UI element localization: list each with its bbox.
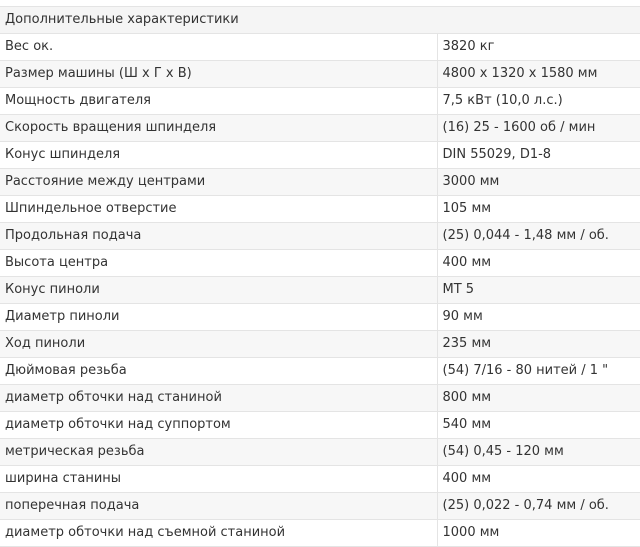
spec-row	[0, 223, 640, 250]
spec-value: (25) 0,044 - 1,48 мм / об.	[437, 223, 640, 250]
spec-row	[0, 304, 640, 331]
spec-row	[0, 331, 640, 358]
spec-row	[0, 439, 640, 466]
spec-row	[0, 520, 640, 547]
spec-value: 7,5 кВт (10,0 л.с.)	[437, 88, 640, 115]
spec-row	[0, 88, 640, 115]
spec-value: 105 мм	[437, 196, 640, 223]
spec-row	[0, 142, 640, 169]
spec-label: ширина станины	[0, 466, 437, 493]
spec-value: (16) 25 - 1600 об / мин	[437, 115, 640, 142]
spec-value: (54) 7/16 - 80 нитей / 1 "	[437, 358, 640, 385]
spec-value: 400 мм	[437, 250, 640, 277]
spec-value: 235 мм	[437, 331, 640, 358]
spec-label: Мощность двигателя	[0, 88, 437, 115]
spec-label: диаметр обточки над суппортом	[0, 412, 437, 439]
spec-value: 1000 мм	[437, 520, 640, 547]
spec-value: 3820 кг	[437, 34, 640, 61]
spec-label: Конус пиноли	[0, 277, 437, 304]
spec-value: 4800 x 1320 x 1580 мм	[437, 61, 640, 88]
spec-label: Скорость вращения шпинделя	[0, 115, 437, 142]
spec-row	[0, 196, 640, 223]
spec-value: 800 мм	[437, 385, 640, 412]
spec-value: (54) 0,45 - 120 мм	[437, 439, 640, 466]
spec-value: 90 мм	[437, 304, 640, 331]
spec-value: 540 мм	[437, 412, 640, 439]
spec-label: метрическая резьба	[0, 439, 437, 466]
spec-row	[0, 358, 640, 385]
spec-label: Ход пиноли	[0, 331, 437, 358]
spec-label: диаметр обточки над станиной	[0, 385, 437, 412]
spec-label: Размер машины (Ш x Г x В)	[0, 61, 437, 88]
spec-value: 400 мм	[437, 466, 640, 493]
spec-label: Вес ок.	[0, 34, 437, 61]
spec-value: MT 5	[437, 277, 640, 304]
spec-row	[0, 277, 640, 304]
spec-row	[0, 34, 640, 61]
spec-value: 3000 мм	[437, 169, 640, 196]
specifications-table	[0, 6, 640, 547]
specifications-body	[0, 7, 640, 547]
spec-label: Дюймовая резьба	[0, 358, 437, 385]
spec-row	[0, 61, 640, 88]
spec-row	[0, 169, 640, 196]
spec-row	[0, 412, 640, 439]
spec-row	[0, 385, 640, 412]
section-title: Дополнительные характеристики	[0, 7, 640, 34]
spec-label: Конус шпинделя	[0, 142, 437, 169]
spec-label: диаметр обточки над съемной станиной	[0, 520, 437, 547]
spec-row	[0, 250, 640, 277]
spec-label: Высота центра	[0, 250, 437, 277]
spec-label: Продольная подача	[0, 223, 437, 250]
spec-value: (25) 0,022 - 0,74 мм / об.	[437, 493, 640, 520]
spec-label: Расстояние между центрами	[0, 169, 437, 196]
spec-label: поперечная подача	[0, 493, 437, 520]
spec-label: Шпиндельное отверстие	[0, 196, 437, 223]
spec-value: DIN 55029, D1-8	[437, 142, 640, 169]
spec-row	[0, 466, 640, 493]
section-header-row	[0, 7, 640, 34]
spec-row	[0, 493, 640, 520]
spec-label: Диаметр пиноли	[0, 304, 437, 331]
spec-row	[0, 115, 640, 142]
